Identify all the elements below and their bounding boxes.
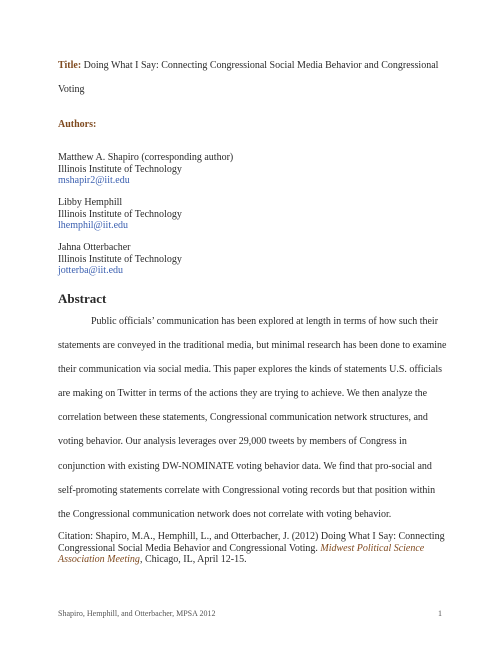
citation-line-1: Citation: Shapiro, M.A., Hemphill, L., and Otterbacher, J. (2012) Doing What I Say: Connecting [58,531,445,542]
citation-venue: Midwest Political Science [320,542,425,554]
author-email-link[interactable]: jotterba@iit.edu [58,265,124,276]
abstract-line: statements are conveyed in the traditional media, but minimal research has been done to examine [58,340,447,352]
abstract-heading: Abstract [58,291,107,306]
author-block [58,197,182,232]
abstract-line: the Congressional communication network does not correlate with voting behavior. [58,508,392,520]
abstract-line: their communication via social media. This paper explores the kinds of statements U.S. officials [58,364,442,376]
authors-heading: Authors: [58,119,97,130]
author-block [58,242,182,277]
abstract-line: voting behavior. Our analysis leverages over 29,000 tweets by members of Congress in [58,436,407,448]
running-footer: Shapiro, Hemphill, and Otterbacher, MPSA 2012 [58,609,216,618]
citation [58,531,448,566]
author-name: Libby Hemphill [58,197,123,208]
citation-line-3 [58,554,448,566]
abstract-line: conjunction with existing DW-NOMINATE voting behavior data. We find that pro-social and [58,460,432,472]
abstract-line: self-promoting statements correlate with Congressional voting records but that position within [58,484,436,496]
abstract-body [58,314,448,531]
author-name: Matthew A. Shapiro (corresponding author) [58,152,234,163]
title-label: Title: [58,60,82,71]
title-text: Doing What I Say: Connecting Congressional Social Media Behavior and Congressional [83,60,439,71]
author-affiliation: Illinois Institute of Technology [58,163,182,175]
author-name: Jahna Otterbacher [58,242,131,253]
abstract-line: Public officials’ communication has been explored at length in terms of how such their [91,316,439,327]
citation-line-2 [58,543,448,555]
title-line-2 [58,84,85,96]
title-line-1 [58,60,438,72]
abstract-line: correlation between these statements, Congressional communication network structures, and [58,412,428,424]
title-text-continued: Voting [58,84,85,95]
citation-location-date: , Chicago, IL, April 12-15. [139,554,247,565]
author-block [58,152,233,187]
citation-title: Congressional Social Media Behavior and Congressional Voting. [58,542,321,554]
author-affiliation: Illinois Institute of Technology [58,208,182,220]
page-number: 1 [438,609,442,618]
citation-venue-continued: Association Meeting [58,554,140,565]
author-email-link[interactable]: lhemphil@iit.edu [58,220,129,231]
author-email-link[interactable]: mshapir2@iit.edu [58,175,130,186]
abstract-line: are making on Twitter in terms of the actions they are trying to achieve. We then analyze the [58,388,428,400]
author-affiliation: Illinois Institute of Technology [58,253,182,265]
